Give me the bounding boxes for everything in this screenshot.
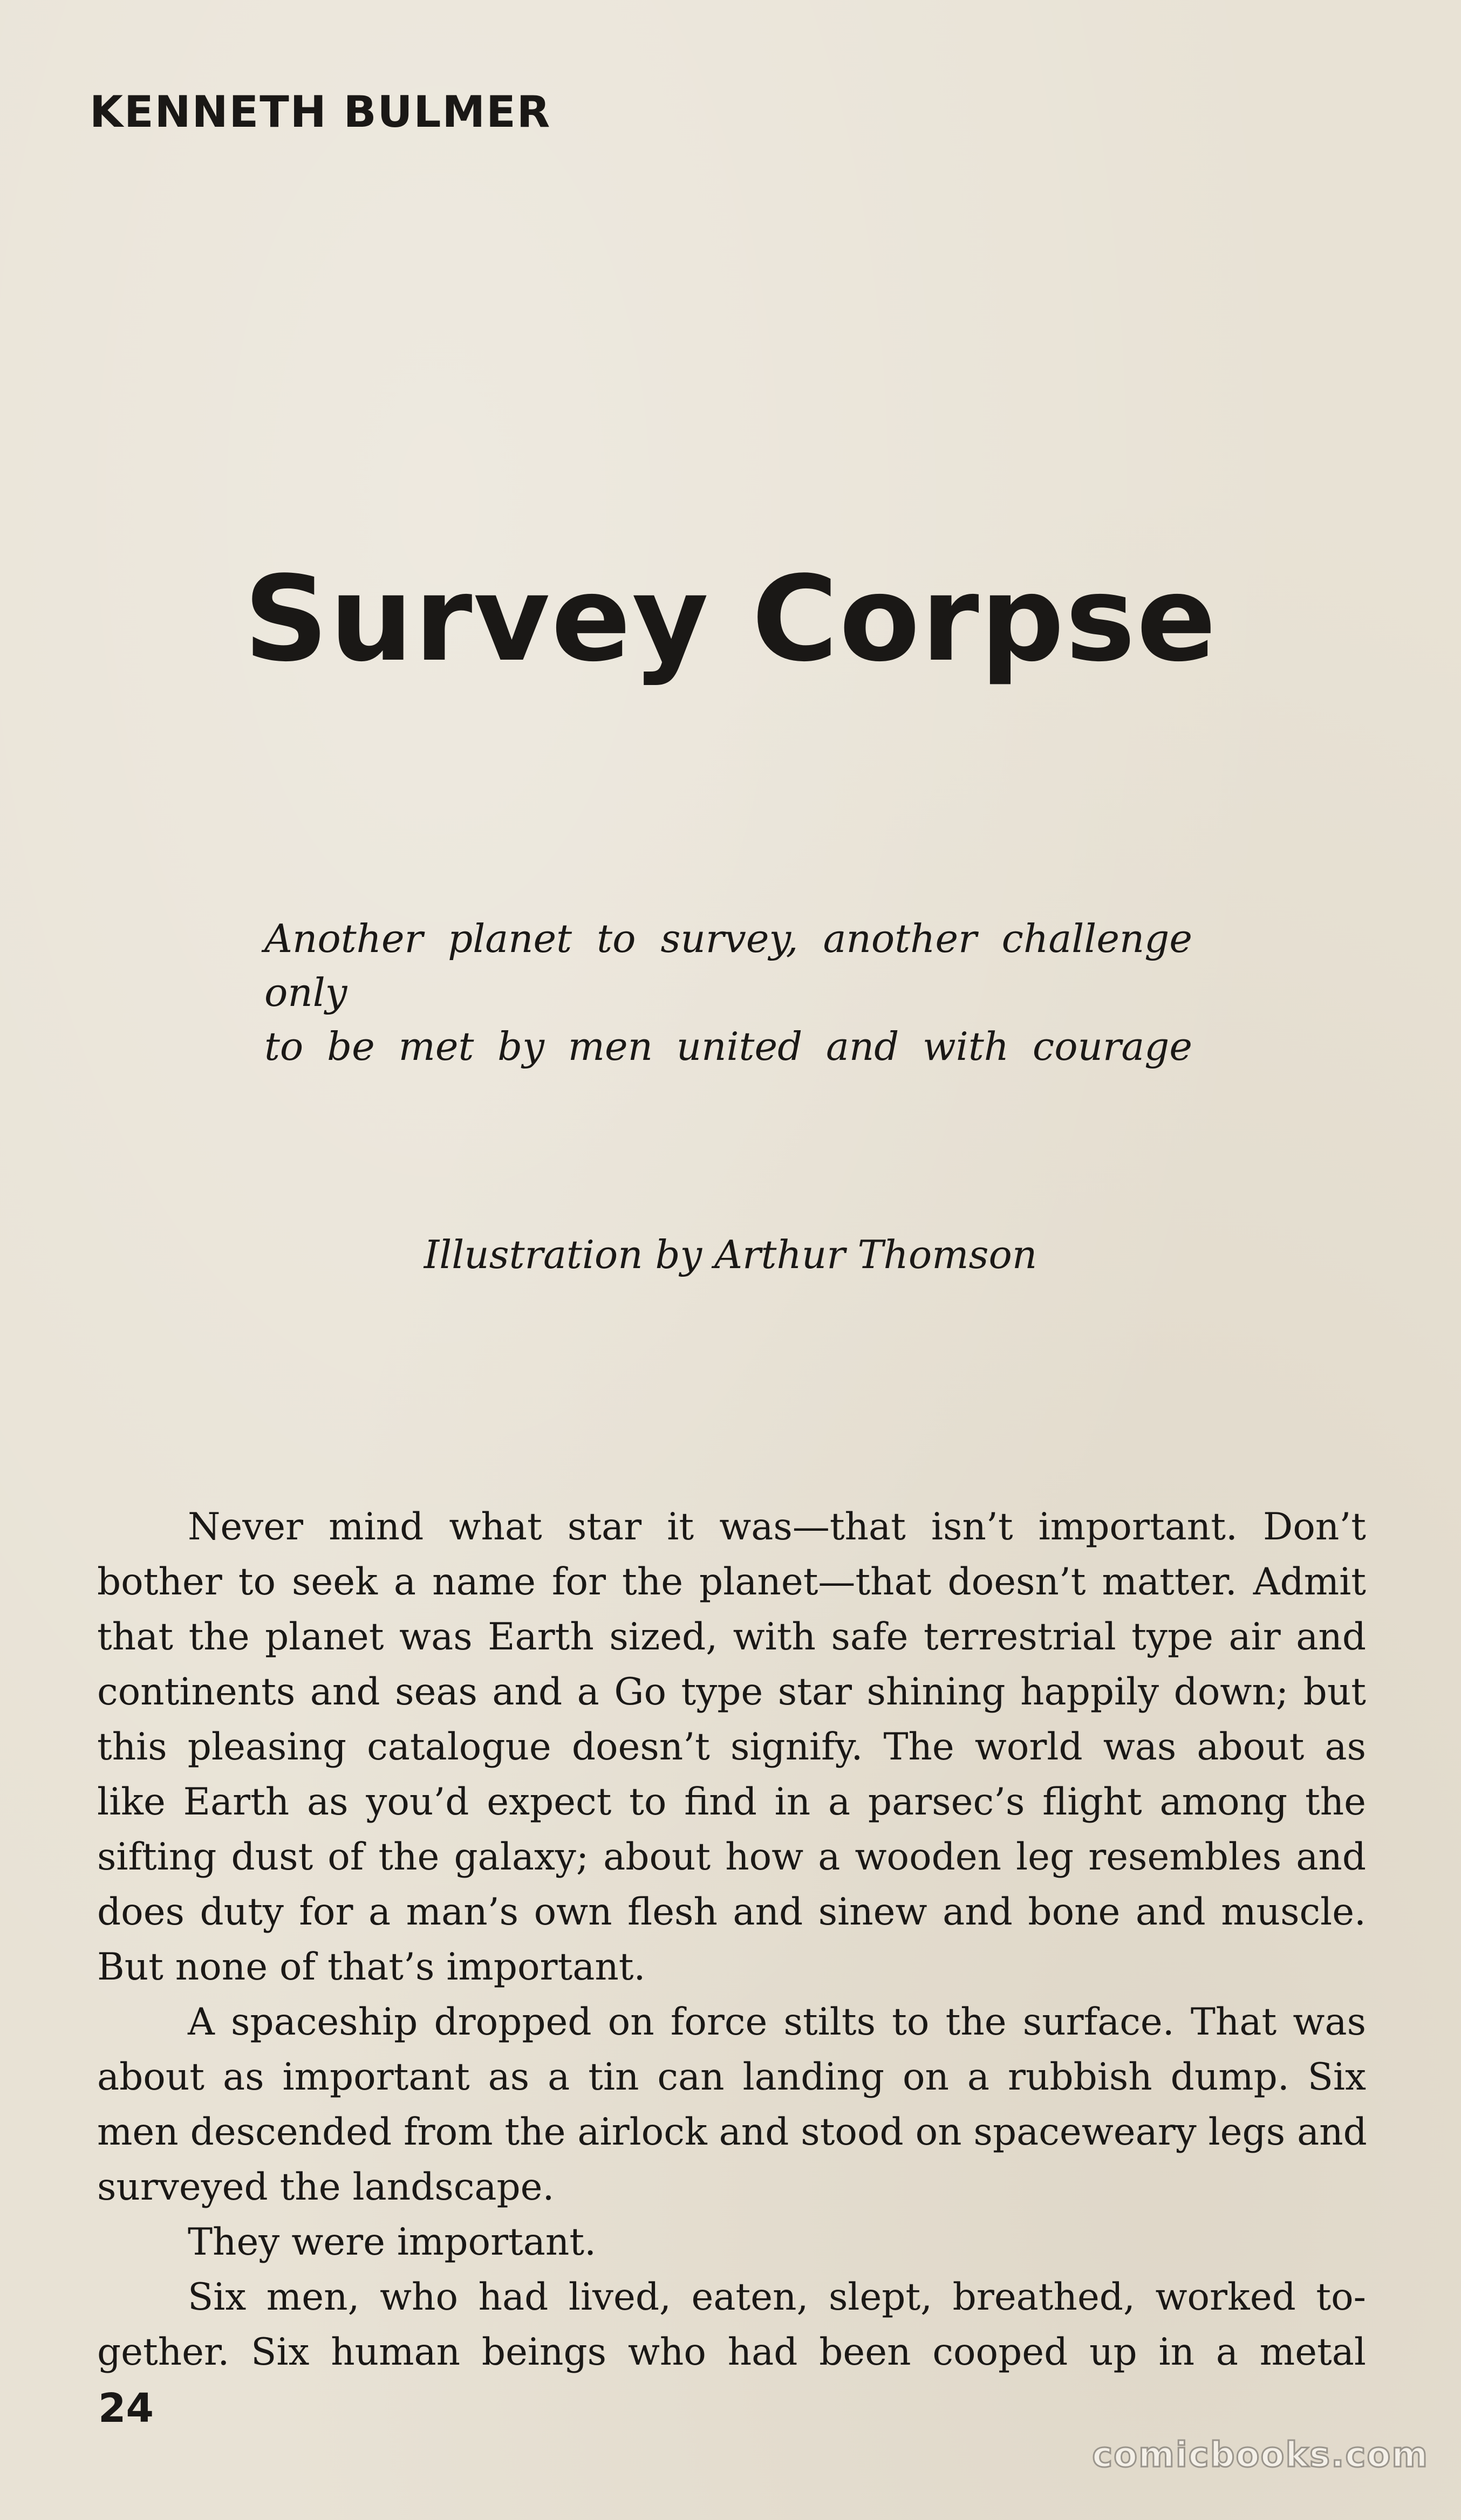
body-line: this pleasing catalogue doesn’t signify. The world was about as (97, 1725, 1366, 1769)
body-line: that the planet was Earth sized, with safe terrestrial type air and (97, 1615, 1366, 1659)
illustration-credit: Illustration by Arthur Thomson (424, 1232, 1037, 1277)
story-subtitle (264, 912, 1192, 1073)
body-line: continents and seas and a Go type star shining happily down; but (97, 1670, 1366, 1714)
body-line: Six men, who had lived, eaten, slept, breathed, worked to- (188, 2276, 1366, 2319)
body-line: Never mind what star it was—that isn’t important. Don’t (188, 1505, 1366, 1549)
paragraph-2 (97, 1995, 1366, 2215)
subtitle-line: Another planet to survey, another challenge only (264, 916, 1192, 1015)
page-number: 24 (98, 2385, 154, 2432)
body-line: bother to seek a name for the planet—that doesn’t matter. Admit (97, 1560, 1366, 1604)
subtitle-line: to be met by men united and with courage (264, 1024, 1192, 1069)
body-line: about as important as a tin can landing on a rubbish dump. Six (97, 2056, 1366, 2099)
body-line: They were important. (188, 2221, 597, 2264)
body-line: gether. Six human beings who had been cooped up in a metal (97, 2331, 1366, 2374)
body-line: surveyed the landscape. (97, 2166, 555, 2209)
body-line: men descended from the airlock and stood on spaceweary legs and (97, 2111, 1367, 2154)
paragraph-3 (97, 2215, 1366, 2270)
body-line: sifting dust of the galaxy; about how a wooden leg resembles and (97, 1836, 1366, 1879)
watermark-logo: comicbooks.com (1092, 2435, 1429, 2475)
body-line: like Earth as you’d expect to find in a parsec’s flight among the (97, 1781, 1366, 1824)
story-title: Survey Corpse (243, 551, 1218, 688)
paragraph-1 (97, 1499, 1366, 1995)
body-line: A spaceship dropped on force stilts to the surface. That was (188, 2001, 1366, 2044)
story-body (97, 1499, 1366, 2380)
author-name: KENNETH BULMER (90, 87, 551, 137)
body-line: But none of that’s important. (97, 1946, 646, 1989)
body-line: does duty for a man’s own flesh and sinew and bone and muscle. (97, 1891, 1366, 1934)
paragraph-4 (97, 2270, 1366, 2380)
